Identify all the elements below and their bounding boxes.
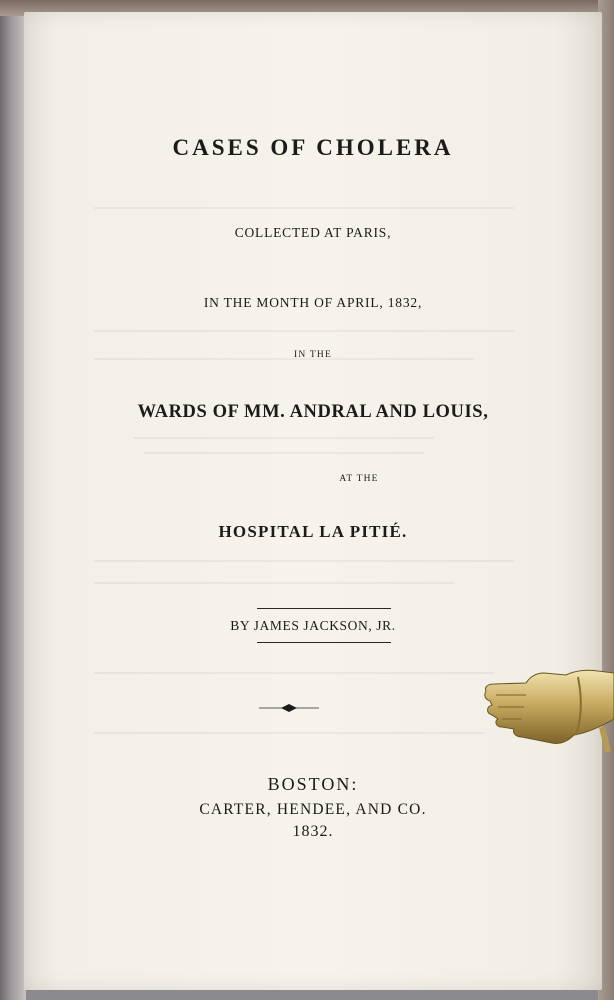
- show-through-line: [134, 437, 434, 439]
- connector-in-the: IN THE: [294, 350, 332, 360]
- show-through-line: [94, 732, 484, 734]
- imprint-city: BOSTON:: [267, 774, 359, 794]
- show-through-line: [94, 672, 494, 674]
- connector-at-the: AT THE: [339, 474, 379, 484]
- title-page: [24, 12, 602, 990]
- subtitle-hospital: HOSPITAL LA PITIÉ.: [218, 522, 408, 541]
- show-through-line: [94, 330, 514, 332]
- book-title: CASES OF CHOLERA: [172, 135, 454, 160]
- imprint-publisher: CARTER, HENDEE, AND CO.: [199, 801, 427, 818]
- subtitle-wards: WARDS OF MM. ANDRAL AND LOUIS,: [137, 402, 489, 422]
- show-through-line: [94, 207, 514, 209]
- show-through-line: [94, 560, 514, 562]
- fleuron-rule-icon: [259, 702, 319, 714]
- book-binding-left: [0, 0, 26, 1000]
- subtitle-collected: COLLECTED AT PARIS,: [234, 225, 392, 240]
- brass-hand-pointer-icon: [482, 657, 614, 752]
- imprint-year: 1832.: [292, 823, 334, 840]
- author-rule-bottom: [257, 642, 391, 643]
- subtitle-month: IN THE MONTH OF APRIL, 1832,: [203, 295, 423, 310]
- show-through-line: [94, 582, 454, 584]
- show-through-line: [144, 452, 424, 454]
- author-rule-top: [257, 608, 391, 609]
- author-line: BY JAMES JACKSON, JR.: [230, 618, 396, 633]
